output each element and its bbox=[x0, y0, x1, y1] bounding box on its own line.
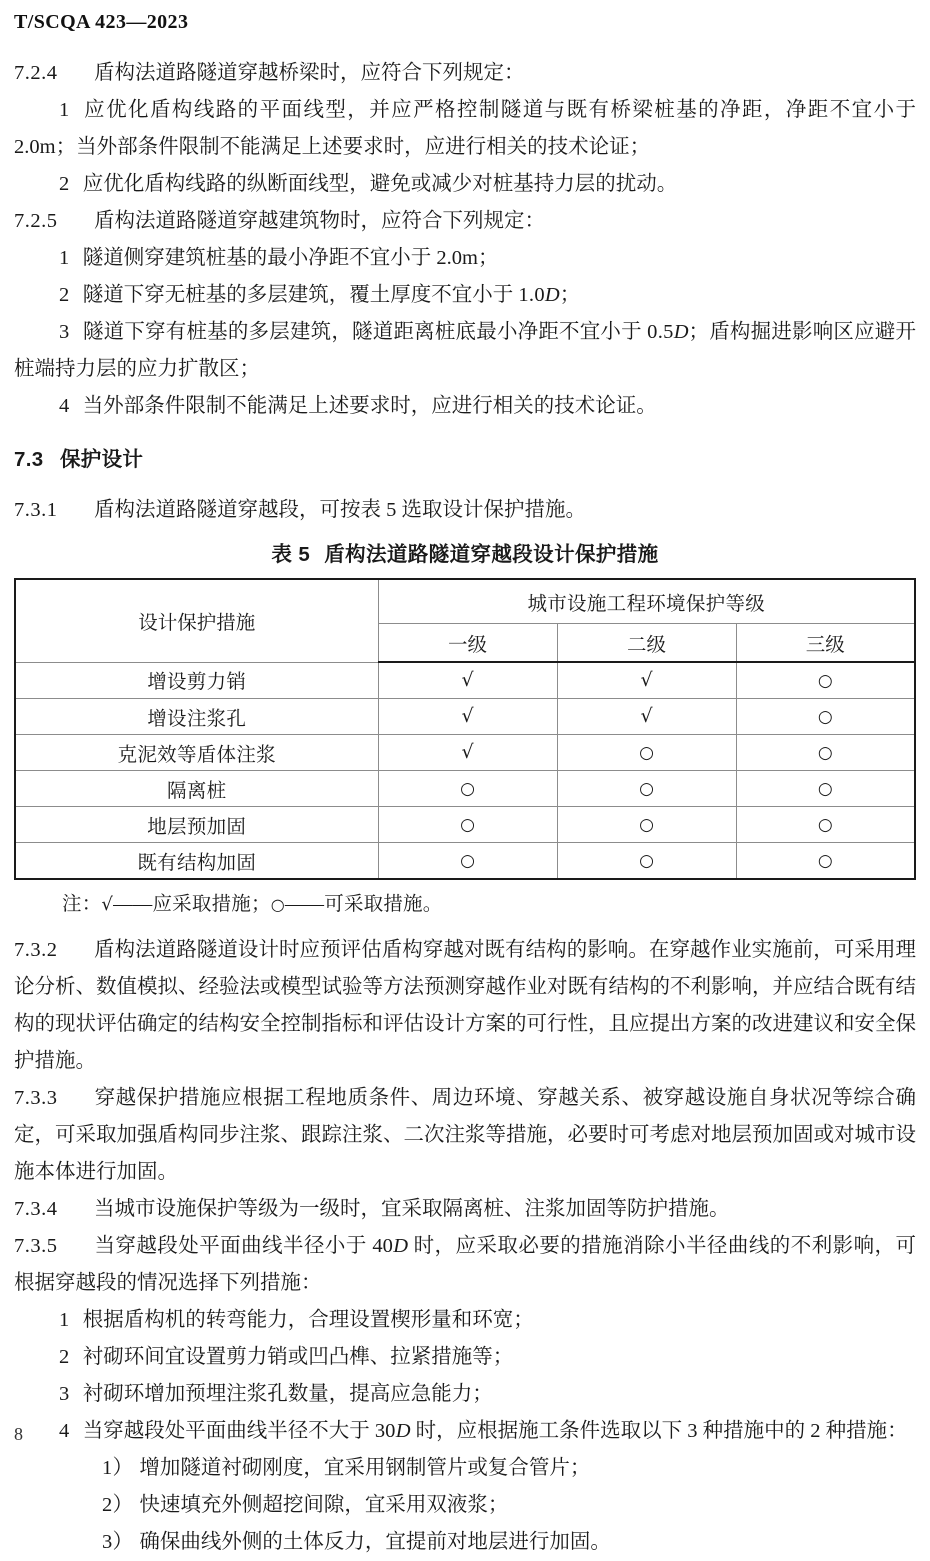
table5-measure-cell: 增设剪力销 bbox=[15, 662, 378, 699]
clause-7-3-5-subitem-1 bbox=[14, 1450, 916, 1487]
item-text: 应优化盾构线路的平面线型，并应严格控制隧道与既有桥梁桩基的净距，净距不宜小于 2.0m；当外部条件限制不能满足上述要求时，应进行相关的技术论证； bbox=[14, 99, 916, 158]
table5-mark-cell bbox=[378, 843, 557, 880]
table5-mark-cell bbox=[557, 771, 736, 807]
clause-number: 7.3.3 bbox=[14, 1087, 58, 1109]
item-text: 衬砌环增加预埋注浆孔数量，提高应急能力； bbox=[82, 1383, 493, 1405]
section-number: 7.3 bbox=[14, 448, 44, 471]
item-marker: 3 bbox=[59, 321, 70, 343]
item-marker: 2 bbox=[59, 173, 70, 195]
clause-text: 盾构法道路隧道穿越桥梁时，应符合下列规定： bbox=[94, 62, 525, 84]
page-content bbox=[14, 55, 916, 1561]
clause-text: 穿越保护措施应根据工程地质条件、周边环境、穿越关系、被穿越设施自身状况等综合确定，可采取加强盾构同步注浆、跟踪注浆、二次注浆等措施，必要时可考虑对地层预加固或对城市设施本体进行加固。 bbox=[14, 1087, 916, 1183]
item-text: 当穿越段处平面曲线半径不大于 30D 时，应根据施工条件选取以下 3 种措施中的 2 种措施： bbox=[82, 1420, 908, 1442]
check-icon: √ bbox=[461, 740, 474, 763]
subitem-text: 快速填充外侧超挖间隙，宜采用双液浆； bbox=[139, 1494, 509, 1516]
clause-7-3-5-subitem-2 bbox=[14, 1487, 916, 1524]
check-icon: √ bbox=[101, 894, 114, 915]
clause-7-2-4-item-1 bbox=[14, 92, 916, 166]
table5-mark-cell bbox=[378, 735, 557, 771]
circle-icon: ○ bbox=[639, 814, 654, 835]
table5-mark-cell bbox=[736, 662, 915, 699]
item-marker: 1 bbox=[59, 99, 70, 121]
clause-7-2-5-item-4 bbox=[14, 388, 916, 425]
item-text: 衬砌环间宜设置剪力销或凹凸榫、拉紧措施等； bbox=[82, 1346, 514, 1368]
table-row bbox=[15, 771, 915, 807]
subitem-marker: 1） bbox=[102, 1457, 134, 1479]
clause-number: 7.3.2 bbox=[14, 939, 58, 961]
table5-mark-cell bbox=[736, 699, 915, 735]
clause-number: 7.2.4 bbox=[14, 62, 58, 84]
subitem-text: 增加隧道衬砌刚度，宜采用钢制管片或复合管片； bbox=[139, 1457, 591, 1479]
table5-mark-cell bbox=[557, 662, 736, 699]
circle-icon: ○ bbox=[817, 850, 833, 871]
clause-7-3-4 bbox=[14, 1191, 916, 1228]
table5-measure-cell: 隔离桩 bbox=[15, 771, 378, 807]
table5-mark-cell bbox=[557, 735, 736, 771]
clause-7-3-5-subitem-3 bbox=[14, 1524, 916, 1561]
table-row bbox=[15, 735, 915, 771]
running-header-standard-code: T/SCQA 423—2023 bbox=[14, 11, 189, 33]
item-marker: 2 bbox=[59, 284, 70, 306]
clause-7-2-5 bbox=[14, 203, 916, 240]
clause-text: 当穿越段处平面曲线半径小于 40D 时，应采取必要的措施消除小半径曲线的不利影响，可根据穿越段的情况选择下列措施： bbox=[14, 1235, 917, 1294]
note-check-text: ——应采取措施； bbox=[113, 894, 271, 915]
check-icon: √ bbox=[461, 668, 474, 691]
clause-7-3-1 bbox=[14, 492, 916, 529]
table5-mark-cell bbox=[378, 807, 557, 843]
table5-mark-cell bbox=[736, 771, 915, 807]
table-row bbox=[15, 807, 915, 843]
clause-text: 盾构法道路隧道穿越段，可按表 5 选取设计保护措施。 bbox=[94, 499, 586, 521]
table-row bbox=[15, 843, 915, 880]
section-heading-7-3 bbox=[14, 441, 916, 478]
clause-7-3-5-item-4 bbox=[14, 1413, 916, 1450]
circle-icon: ○ bbox=[817, 670, 833, 691]
check-icon: √ bbox=[640, 704, 653, 727]
page-number: 8 bbox=[14, 1424, 23, 1444]
clause-7-3-5-item-1 bbox=[14, 1302, 916, 1339]
table5-header-row-1 bbox=[15, 579, 915, 624]
subitem-marker: 3） bbox=[102, 1531, 134, 1553]
item-text: 应优化盾构线路的纵断面线型，避免或减少对桩基持力层的扰动。 bbox=[82, 173, 678, 195]
table-row bbox=[15, 662, 915, 699]
circle-icon: ○ bbox=[817, 814, 833, 835]
item-text: 隧道侧穿建筑桩基的最小净距不宜小于 2.0m； bbox=[82, 247, 499, 269]
circle-icon: ○ bbox=[639, 778, 654, 799]
circle-icon: ○ bbox=[270, 895, 285, 914]
table5-mark-cell bbox=[557, 807, 736, 843]
circle-icon: ○ bbox=[817, 742, 833, 763]
clause-7-3-5-item-3 bbox=[14, 1376, 916, 1413]
check-icon: √ bbox=[461, 704, 474, 727]
table5-header-level-1: 一级 bbox=[378, 624, 557, 663]
table5-mark-cell bbox=[378, 771, 557, 807]
table5 bbox=[14, 578, 916, 880]
table5-note bbox=[14, 888, 916, 922]
table5-measure-cell: 地层预加固 bbox=[15, 807, 378, 843]
circle-icon: ○ bbox=[639, 850, 654, 871]
circle-icon: ○ bbox=[817, 706, 833, 727]
table5-mark-cell bbox=[736, 807, 915, 843]
item-marker: 3 bbox=[59, 1383, 70, 1405]
table5-header-group: 城市设施工程环境保护等级 bbox=[378, 579, 915, 624]
clause-7-3-2 bbox=[14, 932, 916, 1080]
table5-caption bbox=[14, 538, 916, 572]
section-title: 保护设计 bbox=[60, 448, 144, 471]
table5-header-level-2: 二级 bbox=[557, 624, 736, 663]
check-icon: √ bbox=[640, 668, 653, 691]
table5-mark-cell bbox=[736, 735, 915, 771]
table5-measure-cell: 增设注浆孔 bbox=[15, 699, 378, 735]
subitem-marker: 2） bbox=[102, 1494, 134, 1516]
clause-7-2-5-item-1 bbox=[14, 240, 916, 277]
clause-number: 7.3.1 bbox=[14, 499, 58, 521]
subitem-text: 确保曲线外侧的土体反力，宜提前对地层进行加固。 bbox=[139, 1531, 611, 1553]
clause-7-2-5-item-2 bbox=[14, 277, 916, 314]
table5-measure-cell: 既有结构加固 bbox=[15, 843, 378, 880]
clause-text: 盾构法道路隧道设计时应预评估盾构穿越对既有结构的影响。在穿越作业实施前，可采用理论分析、数值模拟、经验法或模型试验等方法预测穿越作业对既有结构的不利影响，并应结合既有结构的现状评估确定的结构安全控制指标和评估设计方案的可行性，且应提出方案的改进建议和安全保护措施。 bbox=[14, 939, 916, 1072]
clause-7-3-3 bbox=[14, 1080, 916, 1191]
circle-icon: ○ bbox=[460, 850, 475, 871]
clause-text: 当城市设施保护等级为一级时，宜采取隔离桩、注浆加固等防护措施。 bbox=[94, 1198, 730, 1220]
circle-icon: ○ bbox=[639, 742, 654, 763]
clause-7-3-5-item-2 bbox=[14, 1339, 916, 1376]
note-circle-text: ——可采取措施。 bbox=[284, 894, 443, 915]
table5-label: 表 5 bbox=[271, 543, 311, 566]
item-text: 隧道下穿有桩基的多层建筑，隧道距离桩底最小净距不宜小于 0.5D；盾构掘进影响区应避开桩端持力层的应力扩散区； bbox=[14, 321, 917, 380]
item-marker: 1 bbox=[59, 1309, 70, 1331]
clause-7-3-5 bbox=[14, 1228, 916, 1302]
table5-header-measure: 设计保护措施 bbox=[15, 579, 378, 662]
clause-number: 7.2.5 bbox=[14, 210, 58, 232]
clause-7-2-4 bbox=[14, 55, 916, 92]
item-text: 隧道下穿无桩基的多层建筑，覆土厚度不宜小于 1.0D； bbox=[82, 284, 581, 306]
table5-measure-cell: 克泥效等盾体注浆 bbox=[15, 735, 378, 771]
circle-icon: ○ bbox=[460, 814, 475, 835]
table5-mark-cell bbox=[557, 699, 736, 735]
item-text: 根据盾构机的转弯能力，合理设置楔形量和环宽； bbox=[82, 1309, 534, 1331]
clause-7-2-4-item-2 bbox=[14, 166, 916, 203]
table5-title: 盾构法道路隧道穿越段设计保护措施 bbox=[324, 543, 659, 566]
table5-mark-cell bbox=[378, 699, 557, 735]
clause-text: 盾构法道路隧道穿越建筑物时，应符合下列规定： bbox=[94, 210, 545, 232]
item-marker: 4 bbox=[59, 395, 70, 417]
note-prefix: 注： bbox=[62, 894, 102, 915]
table5-header-level-3: 三级 bbox=[736, 624, 915, 663]
circle-icon: ○ bbox=[460, 778, 475, 799]
clause-number: 7.3.4 bbox=[14, 1198, 58, 1220]
table5-mark-cell bbox=[557, 843, 736, 880]
circle-icon: ○ bbox=[817, 778, 833, 799]
item-marker: 1 bbox=[59, 247, 70, 269]
table-row bbox=[15, 699, 915, 735]
item-marker: 4 bbox=[59, 1420, 70, 1442]
item-text: 当外部条件限制不能满足上述要求时，应进行相关的技术论证。 bbox=[82, 395, 657, 417]
clause-number: 7.3.5 bbox=[14, 1235, 58, 1257]
table5-mark-cell bbox=[378, 662, 557, 699]
item-marker: 2 bbox=[59, 1346, 70, 1368]
clause-7-2-5-item-3 bbox=[14, 314, 916, 388]
table5-mark-cell bbox=[736, 843, 915, 880]
